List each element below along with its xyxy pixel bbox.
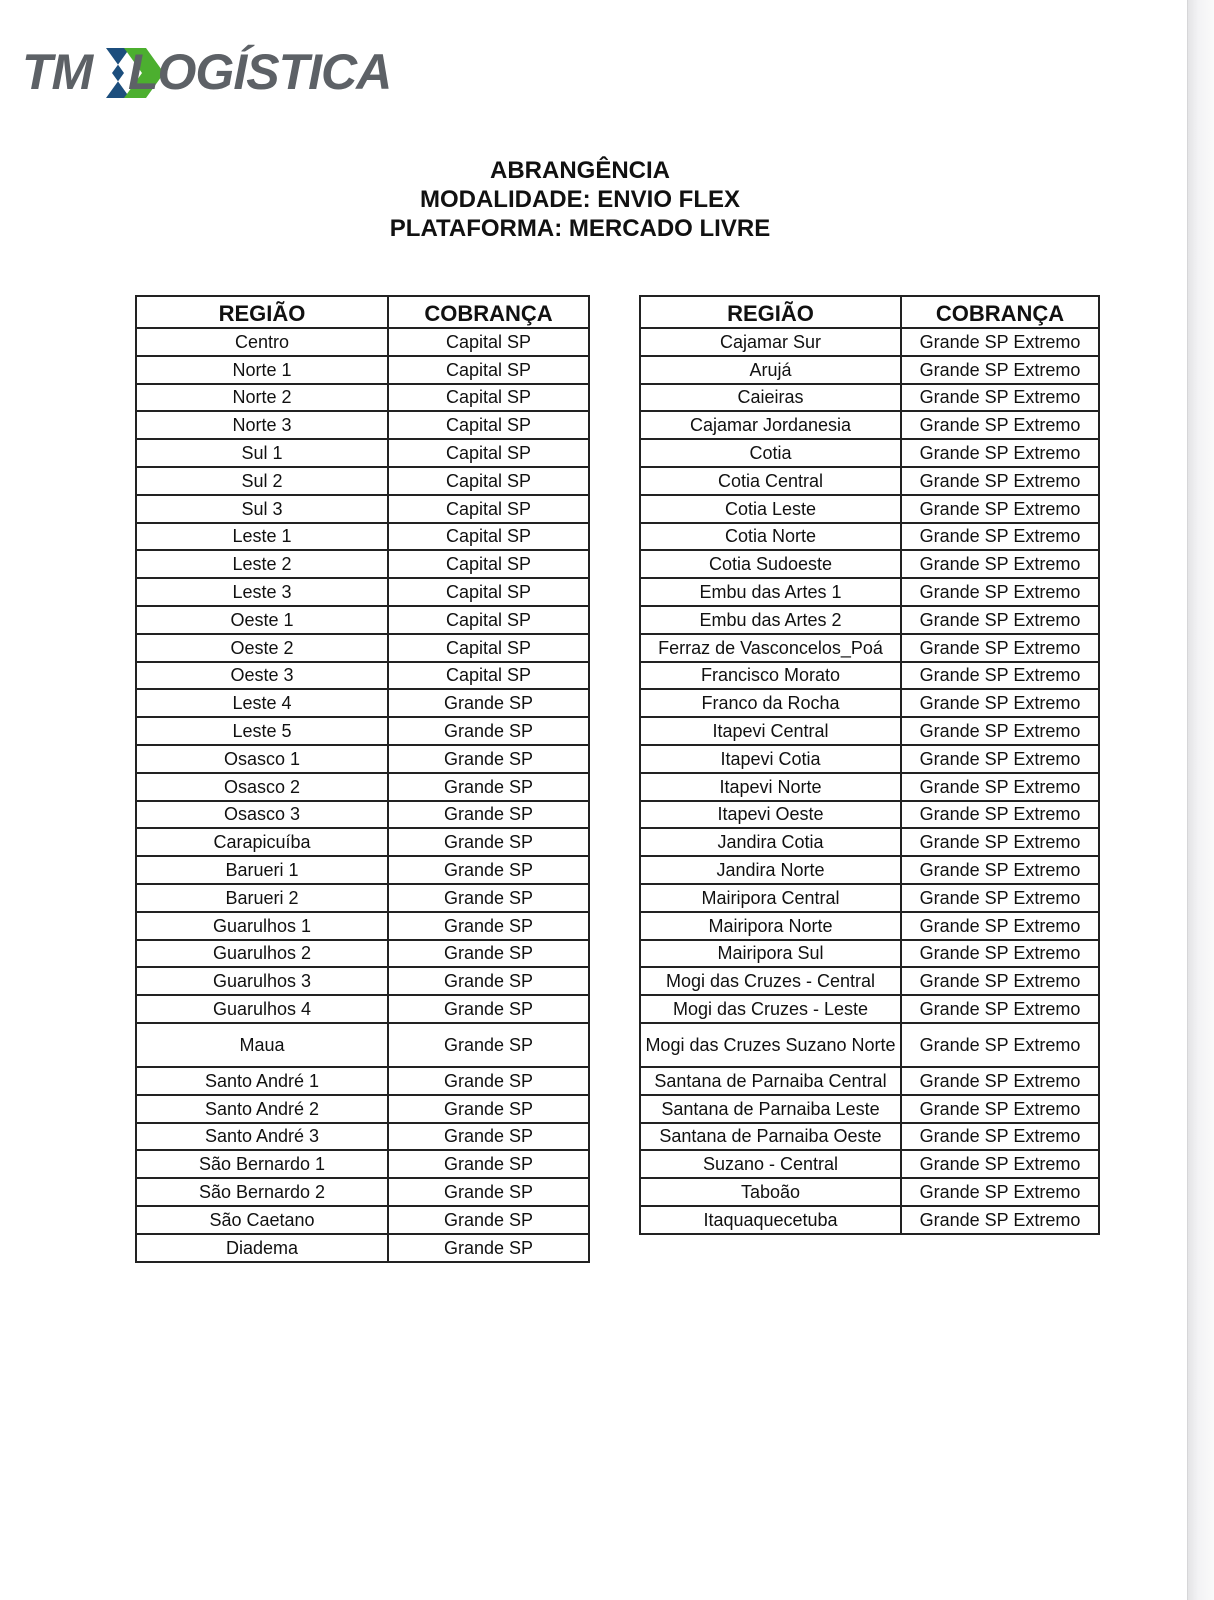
charge-cell: Grande SP Extremo [901,801,1099,829]
table-row [136,384,589,412]
region-cell: Caieiras [640,384,901,412]
table-row [136,1095,589,1123]
charge-cell: Grande SP [388,1206,589,1234]
table-row [136,550,589,578]
table-row [136,828,589,856]
region-cell: Itapevi Central [640,717,901,745]
region-cell: Norte 2 [136,384,388,412]
table-row [640,523,1099,551]
table-row [640,356,1099,384]
table-row [640,606,1099,634]
table-row [640,1023,1099,1067]
table-row [640,1150,1099,1178]
table-row [136,1150,589,1178]
document-title [0,156,1160,243]
title-line-3: PLATAFORMA: MERCADO LIVRE [389,215,771,242]
table-row [136,1123,589,1151]
table-row [136,717,589,745]
table-header-row [136,296,589,328]
table-row [136,1234,589,1262]
region-cell: Arujá [640,356,901,384]
header-region: REGIÃO [136,296,388,328]
charge-cell: Grande SP [388,1178,589,1206]
charge-cell: Grande SP Extremo [901,967,1099,995]
region-cell: Guarulhos 2 [136,940,388,968]
table-row [136,1206,589,1234]
table-row [136,773,589,801]
table-row [136,745,589,773]
region-cell: Santo André 1 [136,1067,388,1095]
region-cell: Mogi das Cruzes Suzano Norte [640,1023,901,1067]
charge-cell: Grande SP [388,940,589,968]
charge-cell: Capital SP [388,634,589,662]
region-cell: Oeste 3 [136,662,388,690]
charge-cell: Capital SP [388,662,589,690]
charge-cell: Grande SP Extremo [901,1150,1099,1178]
region-cell: São Bernardo 1 [136,1150,388,1178]
charge-cell: Grande SP [388,745,589,773]
charge-cell: Grande SP Extremo [901,356,1099,384]
charge-cell: Grande SP Extremo [901,439,1099,467]
region-cell: Oeste 2 [136,634,388,662]
table-row [136,995,589,1023]
table-row [640,801,1099,829]
region-cell: Cajamar Jordanesia [640,411,901,439]
table-row [136,1067,589,1095]
region-cell: Itapevi Norte [640,773,901,801]
charge-cell: Grande SP Extremo [901,828,1099,856]
region-cell: Osasco 3 [136,801,388,829]
charge-cell: Grande SP Extremo [901,884,1099,912]
charge-cell: Grande SP [388,912,589,940]
company-logo [22,40,422,104]
charge-cell: Grande SP Extremo [901,689,1099,717]
region-cell: Sul 1 [136,439,388,467]
table-row [640,328,1099,356]
charge-cell: Grande SP Extremo [901,1123,1099,1151]
charge-cell: Grande SP Extremo [901,495,1099,523]
table-row [640,1095,1099,1123]
region-cell: Cajamar Sur [640,328,901,356]
charge-cell: Grande SP Extremo [901,328,1099,356]
charge-cell: Grande SP [388,773,589,801]
region-cell: Santana de Parnaiba Leste [640,1095,901,1123]
region-cell: Jandira Norte [640,856,901,884]
charge-cell: Capital SP [388,467,589,495]
charge-cell: Grande SP Extremo [901,1095,1099,1123]
table-row [136,689,589,717]
region-cell: Suzano - Central [640,1150,901,1178]
charge-cell: Grande SP Extremo [901,523,1099,551]
region-cell: Mairipora Sul [640,940,901,968]
charge-cell: Grande SP Extremo [901,856,1099,884]
charge-cell: Grande SP [388,1234,589,1262]
table-row [136,578,589,606]
table-row [640,745,1099,773]
region-cell: Cotia Sudoeste [640,550,901,578]
region-cell: Mairipora Central [640,884,901,912]
charge-cell: Grande SP Extremo [901,578,1099,606]
table-row [640,912,1099,940]
charge-cell: Grande SP [388,967,589,995]
region-cell: São Caetano [136,1206,388,1234]
region-cell: Itapevi Oeste [640,801,901,829]
region-cell: Sul 3 [136,495,388,523]
table-row [640,495,1099,523]
region-cell: Santana de Parnaiba Central [640,1067,901,1095]
table-row [640,467,1099,495]
charge-cell: Grande SP Extremo [901,467,1099,495]
table-row [136,356,589,384]
charge-cell: Capital SP [388,356,589,384]
charge-cell: Capital SP [388,328,589,356]
table-row [136,940,589,968]
charge-cell: Grande SP Extremo [901,606,1099,634]
table-row [640,578,1099,606]
charge-cell: Grande SP [388,828,589,856]
charge-cell: Grande SP Extremo [901,550,1099,578]
region-cell: Carapicuíba [136,828,388,856]
region-cell: Ferraz de Vasconcelos_Poá [640,634,901,662]
charge-cell: Grande SP Extremo [901,634,1099,662]
table-row [136,495,589,523]
region-cell: Cotia [640,439,901,467]
charge-cell: Capital SP [388,384,589,412]
charge-cell: Grande SP Extremo [901,912,1099,940]
table-row [640,1123,1099,1151]
charge-cell: Grande SP Extremo [901,1023,1099,1067]
coverage-table-left [135,295,590,1263]
region-cell: Guarulhos 4 [136,995,388,1023]
table-row [136,1178,589,1206]
region-cell: Norte 1 [136,356,388,384]
region-cell: Leste 4 [136,689,388,717]
region-cell: Embu das Artes 1 [640,578,901,606]
charge-cell: Capital SP [388,495,589,523]
region-cell: Barueri 1 [136,856,388,884]
table-row [136,801,589,829]
charge-cell: Grande SP Extremo [901,995,1099,1023]
charge-cell: Grande SP [388,884,589,912]
charge-cell: Capital SP [388,411,589,439]
title-line-1: ABRANGÊNCIA [490,157,670,184]
region-cell: Mogi das Cruzes - Leste [640,995,901,1023]
region-cell: Santana de Parnaiba Oeste [640,1123,901,1151]
header-charge: COBRANÇA [901,296,1099,328]
table-header-row [640,296,1099,328]
charge-cell: Grande SP Extremo [901,411,1099,439]
region-cell: Oeste 1 [136,606,388,634]
table-row [136,523,589,551]
charge-cell: Grande SP Extremo [901,745,1099,773]
table-row [640,439,1099,467]
charge-cell: Capital SP [388,606,589,634]
table-row [640,1067,1099,1095]
charge-cell: Grande SP [388,1023,589,1067]
charge-cell: Grande SP Extremo [901,1067,1099,1095]
table-row [640,773,1099,801]
table-row [136,967,589,995]
region-cell: Francisco Morato [640,662,901,690]
table-row [640,1178,1099,1206]
table-row [640,717,1099,745]
logo-text-logistica: LOGÍSTICA [128,44,392,100]
region-cell: Leste 2 [136,550,388,578]
region-cell: Santo André 2 [136,1095,388,1123]
charge-cell: Grande SP Extremo [901,717,1099,745]
region-cell: Mogi das Cruzes - Central [640,967,901,995]
table-row [640,634,1099,662]
table-row [136,328,589,356]
charge-cell: Grande SP [388,1095,589,1123]
table-row [640,995,1099,1023]
table-row [136,856,589,884]
charge-cell: Grande SP [388,689,589,717]
table-row [640,411,1099,439]
charge-cell: Capital SP [388,523,589,551]
table-row [640,828,1099,856]
charge-cell: Grande SP [388,1123,589,1151]
charge-cell: Grande SP [388,801,589,829]
table-row [136,912,589,940]
table-row [136,884,589,912]
charge-cell: Grande SP Extremo [901,662,1099,690]
charge-cell: Grande SP Extremo [901,1206,1099,1234]
table-row [136,467,589,495]
region-cell: Osasco 1 [136,745,388,773]
charge-cell: Grande SP [388,995,589,1023]
region-cell: Leste 1 [136,523,388,551]
header-region: REGIÃO [640,296,901,328]
table-row [136,439,589,467]
title-line-2: MODALIDADE: ENVIO FLEX [419,186,740,213]
charge-cell: Capital SP [388,439,589,467]
region-cell: Cotia Leste [640,495,901,523]
region-cell: Sul 2 [136,467,388,495]
region-cell: Barueri 2 [136,884,388,912]
region-cell: Guarulhos 3 [136,967,388,995]
region-cell: Leste 3 [136,578,388,606]
region-cell: Osasco 2 [136,773,388,801]
charge-cell: Capital SP [388,578,589,606]
region-cell: Franco da Rocha [640,689,901,717]
charge-cell: Grande SP [388,1150,589,1178]
region-cell: Cotia Central [640,467,901,495]
charge-cell: Grande SP Extremo [901,940,1099,968]
region-cell: Leste 5 [136,717,388,745]
charge-cell: Grande SP Extremo [901,384,1099,412]
region-cell: Maua [136,1023,388,1067]
region-cell: Taboão [640,1178,901,1206]
logo-text-tm: TM [22,44,93,100]
charge-cell: Grande SP [388,856,589,884]
table-row [640,550,1099,578]
region-cell: Norte 3 [136,411,388,439]
page-edge-shadow [1187,0,1214,1600]
table-row [136,634,589,662]
charge-cell: Grande SP Extremo [901,1178,1099,1206]
table-row [640,662,1099,690]
charge-cell: Grande SP [388,1067,589,1095]
table-row [640,689,1099,717]
region-cell: Embu das Artes 2 [640,606,901,634]
table-row [640,940,1099,968]
region-cell: Cotia Norte [640,523,901,551]
table-row [136,411,589,439]
table-row [640,1206,1099,1234]
region-cell: Itaquaquecetuba [640,1206,901,1234]
charge-cell: Capital SP [388,550,589,578]
region-cell: Centro [136,328,388,356]
region-cell: Guarulhos 1 [136,912,388,940]
table-row [136,662,589,690]
charge-cell: Grande SP Extremo [901,773,1099,801]
region-cell: Itapevi Cotia [640,745,901,773]
region-cell: Jandira Cotia [640,828,901,856]
region-cell: São Bernardo 2 [136,1178,388,1206]
charge-cell: Grande SP [388,717,589,745]
region-cell: Diadema [136,1234,388,1262]
region-cell: Santo André 3 [136,1123,388,1151]
table-row [640,384,1099,412]
table-row [640,856,1099,884]
header-charge: COBRANÇA [388,296,589,328]
table-row [640,967,1099,995]
table-row [640,884,1099,912]
coverage-table-right [639,295,1100,1235]
region-cell: Mairipora Norte [640,912,901,940]
table-row [136,1023,589,1067]
table-row [136,606,589,634]
